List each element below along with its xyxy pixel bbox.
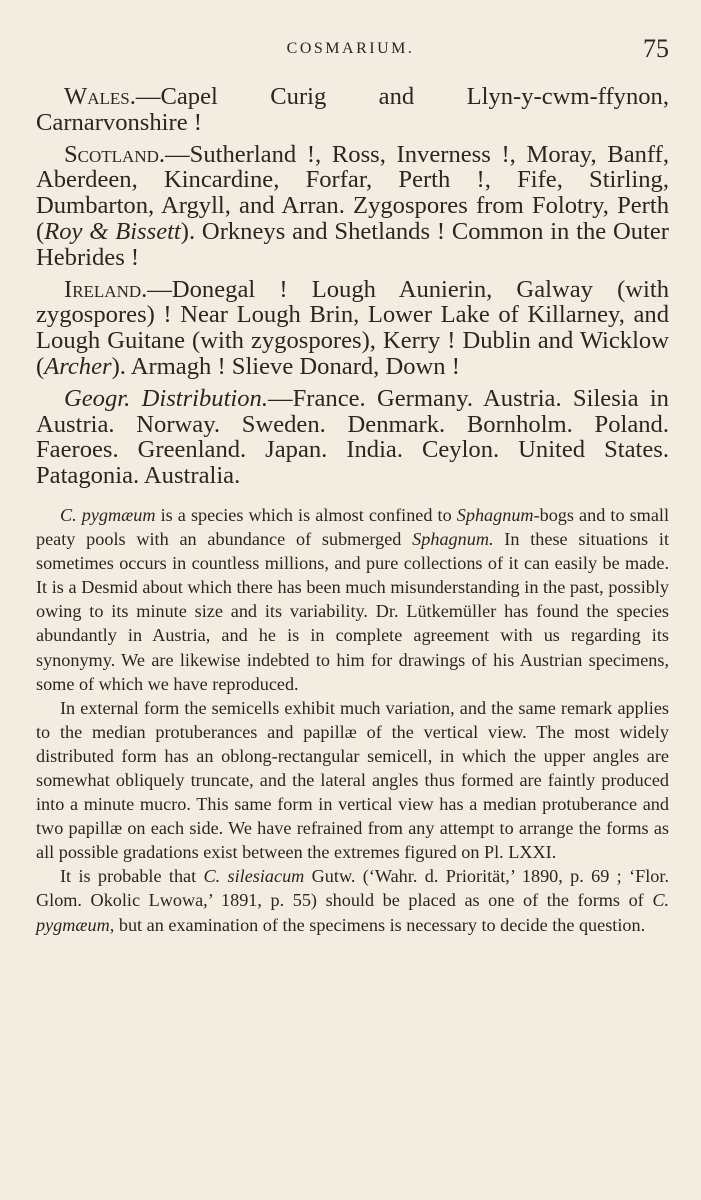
genus-name: Sphagnum xyxy=(456,504,534,525)
region-text: —Capel Curig and Llyn-y-cwm-ffynon, Carnarvonshire ! xyxy=(36,83,669,136)
region-text: —Donegal ! Lough Aunierin, Galway (with zygospores) ! Near Lough Brin, Lower Lake of Killarney, and Lough Guitane (with zygospores), Kerry ! Dublin and Wicklow ( xyxy=(36,275,669,380)
note-paragraph-3 xyxy=(36,864,669,936)
page-header xyxy=(0,34,701,74)
geographic-distribution-paragraph xyxy=(36,386,669,489)
note-text: Gutw. (‘Wahr. d. Priorität,’ 1890, p. 69 ; ‘Flor. Glom. Okolic Lwowa,’ 1891, p. 55) should be placed as one of the forms of xyxy=(36,866,669,911)
note-text: -bogs and to small peaty pools with an abundance of submerged xyxy=(36,504,670,550)
countries-text: —France. Germany. Austria. Silesia in Austria. Norway. Sweden. Denmark. Bornholm. Poland. Faeroes. Greenland. Japan. India. Ceylon. United States. Patagonia. Australia. xyxy=(36,384,669,490)
note-text: is a species which is almost confined to xyxy=(155,504,457,525)
note-text: but an examination of the specimens is necessary to decide the question. xyxy=(114,914,646,935)
ireland-paragraph xyxy=(36,277,669,380)
notes-section xyxy=(36,503,669,937)
region-text: ). Armagh ! Slieve Donard, Down ! xyxy=(111,352,460,380)
note-text: It is probable that xyxy=(60,866,204,887)
region-name: Scotland. xyxy=(64,140,166,168)
species-name: C. pygmæum, xyxy=(36,890,669,935)
scotland-paragraph xyxy=(36,142,669,271)
region-name: Ireland. xyxy=(64,275,148,303)
species-name: C. pygmæum xyxy=(60,504,156,525)
page-number: 75 xyxy=(643,34,669,63)
genus-name: Sphagnum. xyxy=(412,529,494,550)
note-paragraph-1 xyxy=(36,503,669,696)
wales-paragraph xyxy=(36,84,669,136)
note-text: In these situations it sometimes occurs in countless millions, and pure collections of it can easily be made. It is a Desmid about which there has been much misunderstanding in the past, possibly owing to its minute size and its variability. Dr. Lütkemüller has found the species abundantly in Austria, and he is in complete agreement with us regarding its synonymy. We are likewise indebted to him for drawings of his Austrian specimens, some of which we have reproduced. xyxy=(36,529,669,694)
authority: Roy & Bissett xyxy=(44,217,181,245)
section-label: Geogr. Distribution. xyxy=(64,384,269,412)
distribution-section xyxy=(36,84,669,489)
species-name: C. silesiacum xyxy=(203,866,305,887)
region-text: —Sutherland !, Ross, Inverness !, Moray, Banff, Aberdeen, Kincardine, Forfar, Perth !, Fife, Stirling, Dumbarton, Argyll, and Arran. Zygospores from Folotry, Perth ( xyxy=(36,140,669,245)
page-body xyxy=(36,84,669,937)
region-text: ). Orkneys and Shetlands ! Common in the Outer Hebrides ! xyxy=(36,217,669,271)
authority: Archer xyxy=(44,352,112,380)
region-name: Wales. xyxy=(64,83,136,110)
running-head: COSMARIUM. xyxy=(286,40,415,57)
note-paragraph-2: In external form the semicells exhibit much variation, and the same remark applies to the median protuberances and papillæ of the vertical view. The most widely distributed form has an oblong-rectangular semicell, in which the upper angles are somewhat obliquely truncate, and the lateral angles thus formed are faintly produced into a minute mucro. This same form in vertical view has a median protuberance and two papillæ on each side. We have refrained from any attempt to arrange the forms as all possible gradations exist between the extremes figured on Pl. LXXI. xyxy=(36,697,669,863)
